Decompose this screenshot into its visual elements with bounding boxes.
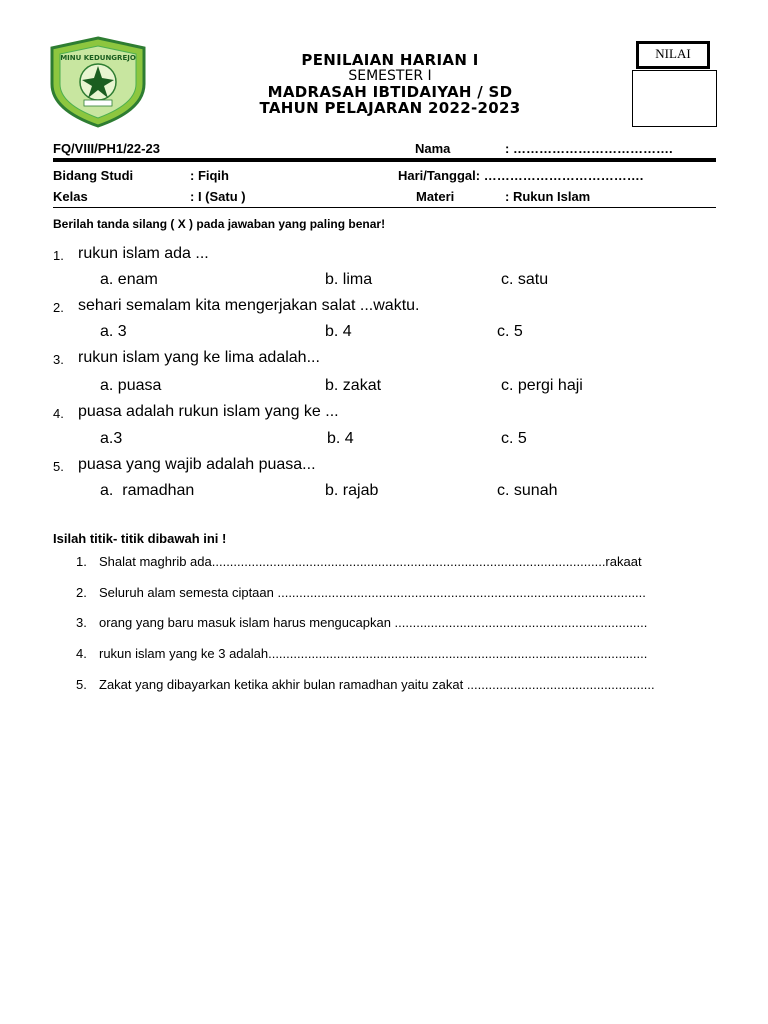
fill-item-text[interactable]: Zakat yang dibayarkan ketika akhir bulan ramadhan yaitu zakat .................................................... [99, 677, 655, 692]
kelas-value: : I (Satu ) [190, 189, 246, 204]
fill-item-text[interactable]: Shalat maghrib ada.............................................................................................................rakaat [99, 554, 642, 569]
option-a[interactable]: a. puasa [100, 377, 162, 394]
option-c[interactable]: c. 5 [497, 323, 523, 340]
header-year: TAHUN PELAJARAN 2022-2023 [259, 99, 521, 117]
question-number: 4. [53, 406, 64, 421]
question-number: 1. [53, 248, 64, 263]
nama-label: Nama [415, 141, 451, 156]
document-code: FQ/VIII/PH1/22-23 [53, 141, 160, 156]
fill-item-text[interactable]: orang yang baru masuk islam harus mengucapkan ...................................................................... [99, 615, 648, 630]
question-text: rukun islam yang ke lima adalah... [78, 349, 320, 366]
question-text: puasa yang wajib adalah puasa... [78, 456, 316, 473]
header-school: MADRASAH IBTIDAIYAH / SD [267, 83, 513, 101]
fill-item-text[interactable]: rukun islam yang ke 3 adalah......................................................................................................... [99, 646, 648, 661]
header-divider-thick [53, 158, 716, 162]
option-b[interactable]: b. 4 [325, 323, 352, 340]
option-a-prefix: a. [100, 482, 123, 499]
option-c[interactable]: c. 5 [501, 430, 527, 447]
nilai-label: NILAI [636, 41, 710, 69]
question-number: 2. [53, 300, 64, 315]
option-a-word: ramadhan [122, 482, 195, 499]
bidang-studi-label: Bidang Studi [53, 168, 134, 183]
school-logo [48, 36, 148, 128]
option-b[interactable]: b. lima [325, 271, 373, 288]
option-a[interactable]: a.3 [100, 430, 123, 447]
nama-field: : ………………………………. [505, 141, 673, 156]
header-divider-thin [53, 207, 716, 208]
fill-item-number: 5. [76, 677, 87, 692]
question-text: puasa adalah rukun islam yang ke ... [78, 403, 339, 420]
option-b[interactable]: b. 4 [327, 430, 354, 447]
bidang-studi-value: : Fiqih [190, 168, 229, 183]
question-text: rukun islam ada ... [78, 245, 209, 262]
fill-item-text[interactable]: Seluruh alam semesta ciptaan ...................................................................................................... [99, 585, 646, 600]
fill-item-number: 4. [76, 646, 87, 661]
question-text: sehari semalam kita mengerjakan salat ...waktu. [78, 297, 420, 314]
materi-label: Materi [416, 189, 455, 204]
option-c[interactable]: c. satu [501, 271, 549, 288]
option-b[interactable]: b. zakat [325, 377, 382, 394]
header-title: PENILAIAN HARIAN I [301, 51, 479, 69]
hari-tanggal-field: Hari/Tanggal: ………………………………. [398, 168, 644, 183]
option-b[interactable]: b. rajab [325, 482, 379, 499]
option-a[interactable] [100, 482, 194, 500]
fill-item-number: 3. [76, 615, 87, 630]
logo-lettering: MINU KEDUNGREJO [60, 54, 136, 62]
option-a[interactable]: a. enam [100, 271, 158, 288]
nilai-score-box [632, 70, 717, 127]
materi-value: : Rukun Islam [505, 189, 591, 204]
section2-instruction: Isilah titik- titik dibawah ini ! [53, 531, 227, 546]
fill-item-number: 2. [76, 585, 87, 600]
kelas-label: Kelas [53, 189, 88, 204]
option-c[interactable]: c. sunah [497, 482, 558, 499]
section1-instruction: Berilah tanda silang ( X ) pada jawaban yang paling benar! [53, 217, 386, 231]
question-number: 5. [53, 459, 64, 474]
header-semester: SEMESTER I [348, 68, 432, 84]
question-number: 3. [53, 352, 64, 367]
fill-item-number: 1. [76, 554, 87, 569]
option-a[interactable]: a. 3 [100, 323, 127, 340]
option-c[interactable]: c. pergi haji [501, 377, 583, 394]
